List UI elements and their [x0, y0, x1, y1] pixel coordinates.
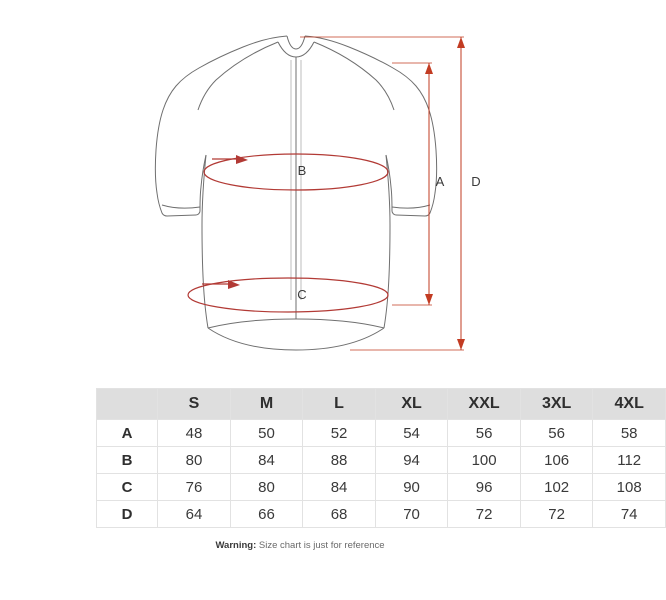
cell-b-s: 80	[158, 447, 231, 474]
column-header-m: M	[230, 389, 303, 420]
label-a: A	[435, 174, 445, 189]
label-d: D	[471, 174, 481, 189]
column-header-l: L	[303, 389, 376, 420]
table-header-row	[97, 389, 666, 420]
warning-text: Size chart is just for reference	[256, 540, 385, 551]
cell-b-3xl: 106	[520, 447, 593, 474]
cell-d-xl: 70	[375, 501, 448, 528]
column-header-4xl: 4XL	[593, 389, 666, 420]
row-label-b: B	[97, 447, 158, 474]
cell-c-m: 80	[230, 474, 303, 501]
row-label-c: C	[97, 474, 158, 501]
size-table-container	[96, 388, 644, 528]
measure-waist	[188, 278, 388, 312]
cell-a-s: 48	[158, 420, 231, 447]
cell-a-4xl: 58	[593, 420, 666, 447]
dimension-d	[297, 37, 465, 350]
cell-c-3xl: 102	[520, 474, 593, 501]
cell-a-xl: 54	[375, 420, 448, 447]
dimension-a	[392, 63, 433, 305]
cell-c-4xl: 108	[593, 474, 666, 501]
cell-a-m: 50	[230, 420, 303, 447]
cell-d-l: 68	[303, 501, 376, 528]
cell-c-l: 84	[303, 474, 376, 501]
column-header-3xl: 3XL	[520, 389, 593, 420]
cell-c-xl: 90	[375, 474, 448, 501]
cell-d-m: 66	[230, 501, 303, 528]
table-row	[97, 474, 666, 501]
warning-note	[0, 540, 600, 551]
table-row	[97, 447, 666, 474]
row-label-a: A	[97, 420, 158, 447]
column-header-s: S	[158, 389, 231, 420]
cell-d-4xl: 74	[593, 501, 666, 528]
warning-prefix: Warning:	[215, 540, 257, 551]
cell-b-4xl: 112	[593, 447, 666, 474]
size-table	[96, 388, 666, 528]
cell-c-xxl: 96	[448, 474, 521, 501]
table-row	[97, 501, 666, 528]
cell-a-xxl: 56	[448, 420, 521, 447]
cell-a-l: 52	[303, 420, 376, 447]
cell-a-3xl: 56	[520, 420, 593, 447]
label-b: B	[297, 163, 307, 178]
cell-c-s: 76	[158, 474, 231, 501]
table-row	[97, 420, 666, 447]
cell-b-xxl: 100	[448, 447, 521, 474]
column-header-xxl: XXL	[448, 389, 521, 420]
cell-d-s: 64	[158, 501, 231, 528]
table-corner-cell	[97, 389, 158, 420]
cell-b-m: 84	[230, 447, 303, 474]
row-label-d: D	[97, 501, 158, 528]
column-header-xl: XL	[375, 389, 448, 420]
cell-b-xl: 94	[375, 447, 448, 474]
cell-d-3xl: 72	[520, 501, 593, 528]
label-c: C	[297, 287, 307, 302]
cell-b-l: 88	[303, 447, 376, 474]
cell-d-xxl: 72	[448, 501, 521, 528]
